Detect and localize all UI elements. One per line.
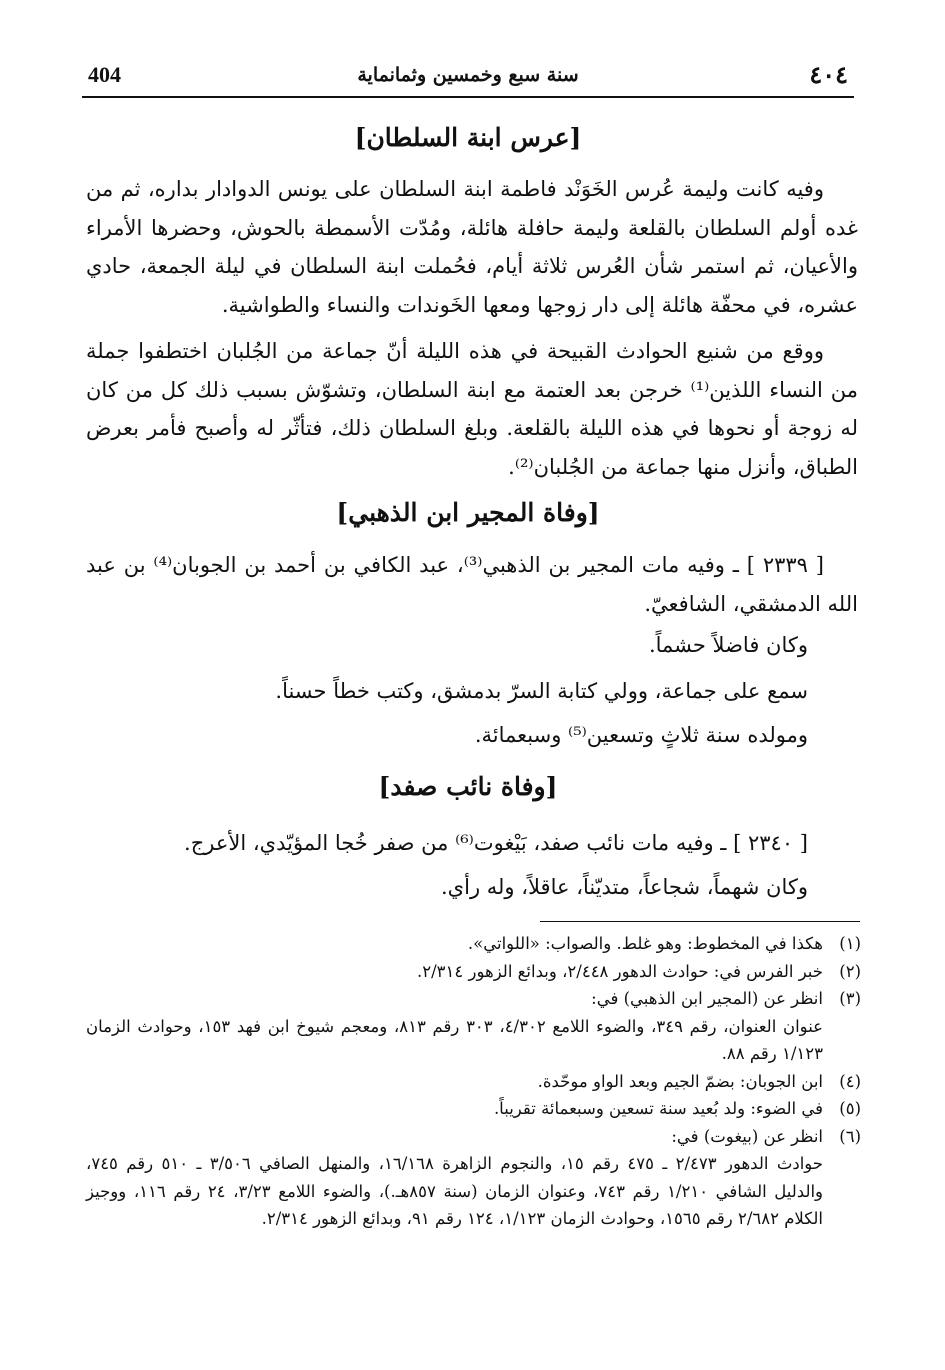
- section-heading: [وفاة نائب صفد]: [378, 772, 558, 801]
- footnote-number: (٦): [839, 1126, 861, 1146]
- section-body: [86, 716, 858, 755]
- entry-paragraph: [ ٢٣٤٠ ] ـ وفيه مات نائب صفد، بَيْغوت⁽⁶⁾ من صفر خُجا المؤيّدي، الأعرج.: [184, 831, 808, 855]
- footnote: [86, 985, 861, 1013]
- section-body: [86, 824, 858, 863]
- section-body: [86, 868, 858, 907]
- footnote-continuation: [86, 1150, 861, 1233]
- footnote-number: (٢): [839, 961, 861, 981]
- footnote-continuation: [86, 1013, 861, 1068]
- paragraph: وكان شهماً، شجاعاً، متديّناً، عاقلاً، وله رأي.: [441, 875, 808, 899]
- section-heading: [عرس ابنة السلطان]: [354, 123, 582, 152]
- page-header: [82, 60, 854, 98]
- footnote-text: في الضوء: ولد بُعيد سنة تسعين وسبعمائة تقريباً.: [493, 1099, 823, 1118]
- footnote-text: انظر عن (المجير ابن الذهبي) في:: [591, 989, 823, 1008]
- section-body: [86, 626, 858, 665]
- footnote-text: انظر عن (بيغوت) في:: [671, 1126, 823, 1146]
- footnote: [86, 1095, 861, 1123]
- footnote-number: (١): [839, 934, 861, 953]
- footnote-number: (٤): [839, 1071, 861, 1091]
- footnote-text: خبر الفرس في: حوادث الدهور ٢/٤٤٨، وبدائع الزهور ٢/٣١٤.: [416, 961, 823, 981]
- paragraph: سمع على جماعة، وولي كتابة السرّ بدمشق، وكتب خطاً حسناً.: [275, 679, 808, 703]
- footnote-text: هكذا في المخطوط: وهو غلط. والصواب: «اللواتي».: [467, 934, 823, 953]
- footnote-divider: [540, 921, 860, 922]
- footnote-text: ابن الجوبان: بضمّ الجيم وبعد الواو موحّدة.: [537, 1071, 823, 1091]
- footnote-number: (٥): [839, 1099, 861, 1118]
- footnote: [86, 930, 861, 958]
- section-body: [86, 332, 858, 486]
- footnote: [86, 1123, 861, 1151]
- section-body: [86, 672, 858, 711]
- footnote-number: [823, 1150, 861, 1233]
- footnote-text: عنوان العنوان، رقم ٣٤٩، والضوء اللامع ٤/٣٠٢، ٣٠٣ رقم ٨١٣، ومعجم شيوخ ابن فهد ١٥٣، وحوادث الزمان ١/١٢٣ رقم ٨٨.: [86, 1016, 824, 1063]
- paragraph: وفيه كانت وليمة عُرس الخَوَنْد فاطمة ابنة السلطان على يونس الدوادار بداره، ثم من غده أولم السلطان بالقلعة وليمة حافلة هائلة، ومُدّت الأسمطة بالحوش، وحضرها الأمراء والأعيان، ثم استمر شأن العُرس ثلاثة أيام، فحُملت ابنة السلطان في ليلة الجمعة، حادي عشره، في محفّة هائلة إلى دار زوجها ومعها الخَوندات والنساء والطواشية.: [86, 177, 858, 317]
- page-number-arabic: ٤٠٤: [809, 60, 848, 89]
- footnote: [86, 1068, 861, 1096]
- footnote-text: حوادث الدهور ٢/٤٧٣ ـ ٤٧٥ رقم ١٥، والنجوم الزاهرة ١٦/١٦٨، والمنهل الصافي ٣/٥٠٦ ـ ٥١٠ رقم ٧٤٥، والدليل الشافي ١/٢١٠ رقم ٧٤٣، وعنوان الزمان (سنة ٨٥٧هـ.)، والضوء اللامع ٣/٢٣، ٢٤ رقم ١١٦، ووجيز الكلام ٢/٦٨٢ رقم ١٥٦٥، وحوادث الزمان ١/١٢٣، ١٢٤ رقم ٩١، وبدائع الزهور ٢/٣١٤.: [86, 1154, 824, 1228]
- footnote-number: [823, 1013, 861, 1068]
- footnotes: [86, 930, 861, 1233]
- running-title: سنة سبع وخمسين وثمانماية: [357, 64, 579, 86]
- section-body: [86, 546, 858, 623]
- paragraph: ووقع من شنيع الحوادث القبيحة في هذه الليلة أنّ جماعة من الجُلبان اختطفوا جملة من النساء اللذين⁽¹⁾ خرجن بعد العتمة مع ابنة السلطان، وتشوّش بسبب ذلك كل من كان له زوجة أو نحوها في هذه الليلة بالقلعة. وبلغ السلطان ذلك، فتأثّر له وأصبح فأمر بعرض الطباق، وأنزل منها جماعة من الجُلبان⁽²⁾.: [86, 339, 859, 479]
- paragraph: ومولده سنة ثلاثٍ وتسعين⁽⁵⁾ وسبعمائة.: [474, 723, 808, 747]
- page-number-latin: 404: [88, 62, 121, 87]
- section-heading: [وفاة المجير ابن الذهبي]: [336, 498, 600, 527]
- entry-paragraph: [ ٢٣٣٩ ] ـ وفيه مات المجير بن الذهبي⁽³⁾، عبد الكافي بن أحمد بن الجوبان⁽⁴⁾ بن عبد الله الدمشقي، الشافعيّ.: [86, 553, 858, 616]
- footnote-number: (٣): [839, 989, 861, 1008]
- paragraph: وكان فاضلاً حشماً.: [648, 633, 808, 657]
- section-body: [86, 170, 858, 324]
- footnote: [86, 958, 861, 986]
